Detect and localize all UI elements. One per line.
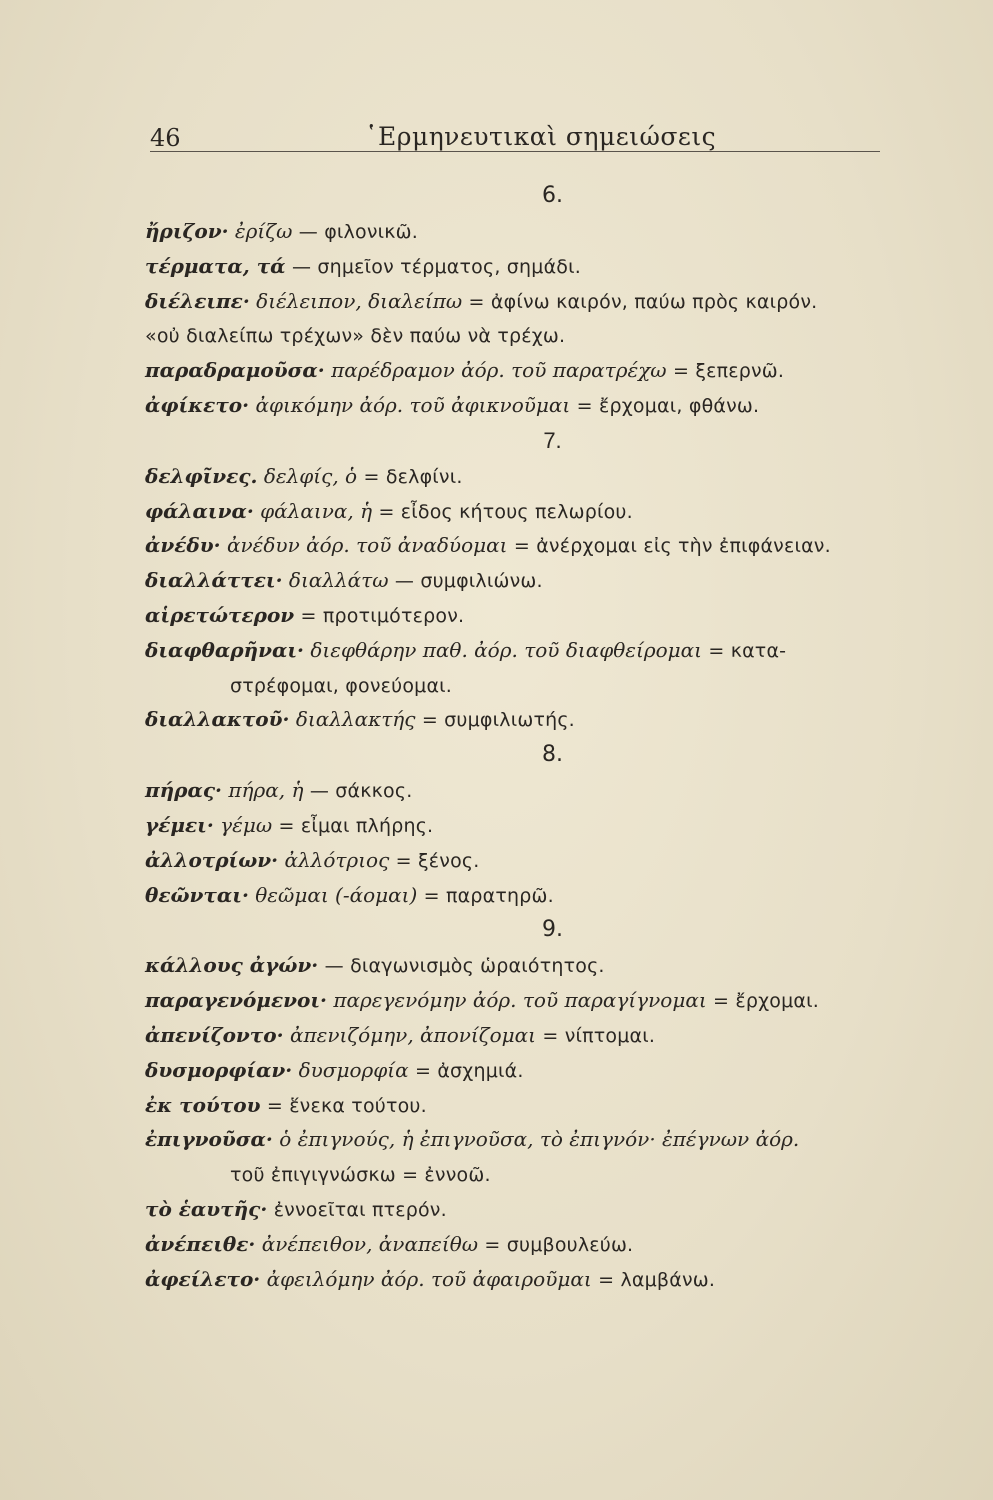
gloss-line (145, 808, 935, 843)
gloss-line (145, 773, 935, 808)
page-header (150, 118, 890, 158)
section-number: 8. (542, 742, 563, 768)
definition: = ἀσχημιά. (414, 1059, 524, 1082)
grammar-form: ἀνέδυν ἀόρ. τοῦ ἀναδύομαι (226, 533, 508, 558)
grammar-form: πήρα, ἡ (228, 778, 304, 803)
definition: — σημεῖον τέρματος, σημάδι. (291, 255, 581, 278)
grammar-form: διαλλακτής (295, 707, 416, 732)
gloss-line (145, 633, 935, 668)
grammar-form: φάλαινα, ἡ (260, 498, 373, 523)
gloss-line (145, 1018, 935, 1053)
headword: δυσμορφίαν· (145, 1057, 293, 1082)
gloss-line (145, 1053, 935, 1088)
gloss-line (145, 1192, 935, 1227)
definition: — φιλονικῶ. (298, 221, 419, 243)
headword: τέρματα, τά (145, 253, 286, 278)
gloss-line (145, 388, 935, 423)
gloss-line (145, 878, 935, 913)
grammar-form: διέλειπον, διαλείπω (256, 288, 463, 313)
gloss-line (145, 948, 935, 983)
gloss-line (145, 1262, 935, 1297)
gloss-line (145, 843, 935, 878)
headword: ἀλλοτρίων· (145, 847, 279, 872)
grammar-form: ὁ ἐπιγνούς, ἡ ἐπιγνοῦσα, τὸ ἐπιγνόν· ἐπέγνων ἀόρ. (279, 1127, 800, 1152)
gloss-line (145, 1088, 935, 1123)
definition: = νίπτομαι. (542, 1024, 656, 1047)
grammar-form: γέμω (220, 812, 273, 837)
gloss-line (145, 1227, 935, 1262)
definition: = ἀνέρχομαι εἰς τὴν ἐπιφάνειαν. (513, 535, 831, 558)
headword: ἀνέδυ· (145, 533, 221, 558)
definition: = λαμβάνω. (598, 1268, 716, 1291)
page-number: 46 (150, 124, 181, 152)
definition: = συμφιλιωτής. (421, 709, 575, 732)
gloss-line (145, 563, 935, 598)
headword: διέλειπε· (145, 288, 250, 313)
headword: ἐκ τούτου (145, 1092, 261, 1117)
headword: θεῶνται· (145, 882, 249, 907)
gloss-line (145, 983, 935, 1018)
definition: = κατα- (708, 639, 787, 662)
definition: = εἶδος κήτους πελωρίου. (378, 500, 633, 523)
definition: = ἀφίνω καιρόν, παύω πρὸς καιρόν. (468, 290, 818, 313)
grammar-form: ἀφειλόμην ἀόρ. τοῦ ἀφαιροῦμαι (266, 1266, 592, 1291)
gloss-line (145, 702, 935, 737)
definition: = ἔρχομαι, φθάνω. (576, 394, 760, 417)
headword: παραγενόμενοι· (145, 988, 327, 1013)
gloss-line (145, 528, 935, 563)
headword: φάλαινα· (145, 498, 254, 523)
header-rule (150, 151, 880, 152)
definition: = ξένος. (395, 849, 480, 872)
grammar-form: ἀνέπειθον, ἀναπείθω (261, 1231, 479, 1256)
grammar-form: θεῶμαι (-άομαι) (255, 882, 418, 907)
running-title: ῾Ερμηνευτικαὶ σημειώσεις (365, 122, 717, 151)
definition: = προτιμότερον. (300, 604, 465, 627)
gloss-line (145, 318, 935, 353)
grammar-form: δελφίς, ὁ (263, 463, 358, 488)
gloss-line (145, 494, 935, 529)
definition: = δελφίνι. (363, 465, 463, 488)
gloss-line (145, 459, 935, 494)
gloss-line (145, 1122, 935, 1157)
definition: — συμφιλιώνω. (394, 570, 543, 593)
headword: ἀπενίζοντο· (145, 1022, 284, 1047)
grammar-form: ἀπενιζόμην, ἀπονίζομαι (289, 1022, 536, 1047)
gloss-line (145, 214, 935, 249)
definition: ἐννοεῖται πτερόν. (273, 1198, 447, 1221)
grammar-form: παρέδραμον ἀόρ. τοῦ παρατρέχω (331, 358, 667, 383)
grammar-form: διαλλάτω (288, 568, 389, 593)
headword: παραδραμοῦσα· (145, 358, 325, 383)
definition: — σάκκος. (309, 780, 413, 803)
gloss-line (145, 353, 935, 388)
grammar-form: δυσμορφία (298, 1057, 409, 1082)
grammar-form: ἐρίζω (234, 219, 293, 243)
section-number: 9. (542, 917, 563, 943)
definition: = ξεπερνῶ. (672, 360, 785, 383)
section-number: 6. (542, 183, 563, 208)
grammar-form: διεφθάρην παθ. ἀόρ. τοῦ διαφθείρομαι (310, 637, 702, 662)
gloss-line (145, 598, 935, 633)
headword: τὸ ἑαυτῆς· (145, 1196, 268, 1221)
headword: δελφῖνες. (145, 463, 258, 488)
definition: = ἔρχομαι. (713, 990, 820, 1013)
headword: ἀνέπειθε· (145, 1231, 256, 1256)
headword: αἱρετώτερον (145, 602, 295, 627)
definition: = συμβουλεύω. (484, 1233, 634, 1256)
definition: στρέφομαι, φονεύομαι. (230, 674, 453, 697)
definition: — διαγωνισμὸς ὡραιότητος. (324, 955, 605, 978)
headword: γέμει· (145, 812, 214, 837)
grammar-form: ἀλλότριος (284, 847, 390, 872)
gloss-line (145, 1157, 935, 1192)
headword: ἤριζον· (145, 219, 229, 243)
headword: ἀφείλετο· (145, 1266, 261, 1291)
glossary-body (145, 178, 935, 1296)
definition: = ἕνεκα τούτου. (266, 1094, 427, 1117)
headword: ἀφίκετο· (145, 392, 250, 417)
headword: διαφθαρῆναι· (145, 637, 304, 662)
section-number: 7. (543, 427, 562, 453)
gloss-line (145, 668, 935, 703)
headword: διαλλάττει· (145, 568, 283, 593)
headword: πήρας· (145, 778, 223, 803)
gloss-line (145, 249, 935, 284)
grammar-form: ἀφικόμην ἀόρ. τοῦ ἀφικνοῦμαι (255, 392, 571, 417)
headword: κάλλους ἀγών· (145, 953, 319, 978)
definition: = παρατηρῶ. (423, 884, 554, 907)
definition: «οὐ διαλείπω τρέχων» δὲν παύω νὰ τρέχω. (145, 325, 566, 348)
definition: = εἶμαι πλήρης. (278, 814, 434, 837)
headword: διαλλακτοῦ· (145, 707, 290, 732)
headword: ἐπιγνοῦσα· (145, 1127, 273, 1152)
definition: τοῦ ἐπιγιγνώσκω = ἐννοῶ. (230, 1164, 491, 1187)
gloss-line (145, 284, 935, 319)
grammar-form: παρεγενόμην ἀόρ. τοῦ παραγίγνομαι (333, 988, 707, 1013)
